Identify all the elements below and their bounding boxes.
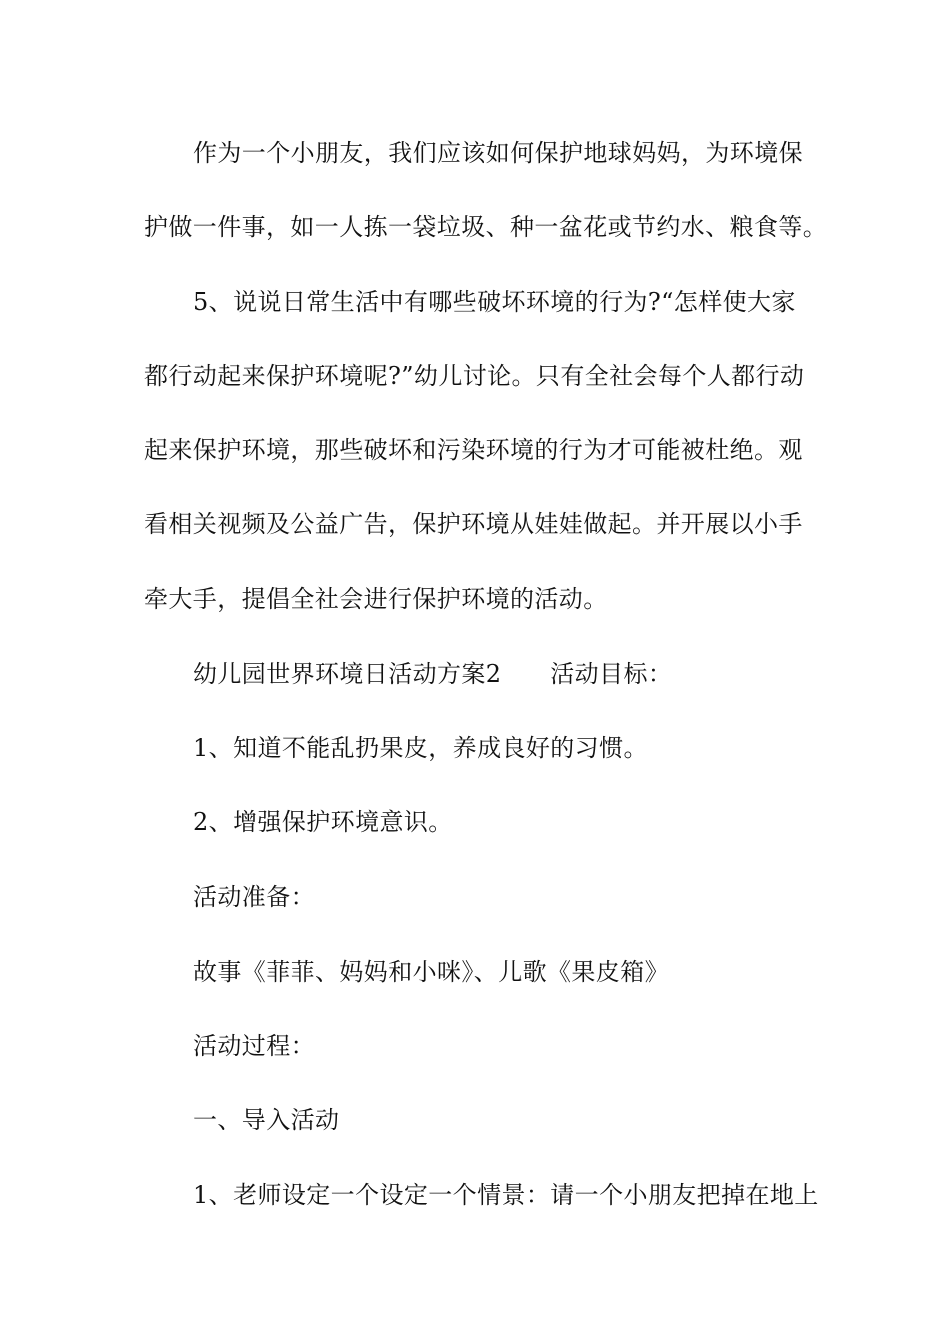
paragraph-line: 看相关视频及公益广告，保护环境从娃娃做起。并开展以小手: [144, 510, 803, 538]
paragraph-line: 作为一个小朋友，我们应该如何保护地球妈妈，为环境保: [193, 139, 803, 167]
paragraph-line: 故事《菲菲、妈妈和小咪》、儿歌《果皮箱》: [193, 958, 669, 986]
list-item: 1、老师设定一个设定一个情景：请一个小朋友把掉在地上: [193, 1181, 819, 1209]
paragraph-line: 起来保护环境，那些破坏和污染环境的行为才可能被杜绝。观: [144, 436, 803, 464]
paragraph-line: 牵大手，提倡全社会进行保护环境的活动。: [144, 585, 608, 613]
list-item: 2、增强保护环境意识。: [193, 808, 453, 836]
paragraph-line: 护做一件事，如一人拣一袋垃圾、种一盆花或节约水、粮食等。: [144, 213, 828, 241]
section-heading-line: 幼儿园世界环境日活动方案2 活动目标：: [193, 660, 673, 688]
subheading: 活动准备：: [193, 883, 315, 911]
subheading: 活动过程：: [193, 1032, 315, 1060]
subheading: 一、导入活动: [193, 1106, 340, 1134]
list-item: 1、知道不能乱扔果皮，养成良好的习惯。: [193, 734, 648, 762]
paragraph-line: 都行动起来保护环境呢?”幼儿讨论。只有全社会每个人都行动: [144, 362, 805, 390]
paragraph-line: 5、说说日常生活中有哪些破坏环境的行为?“怎样使大家: [193, 288, 796, 316]
